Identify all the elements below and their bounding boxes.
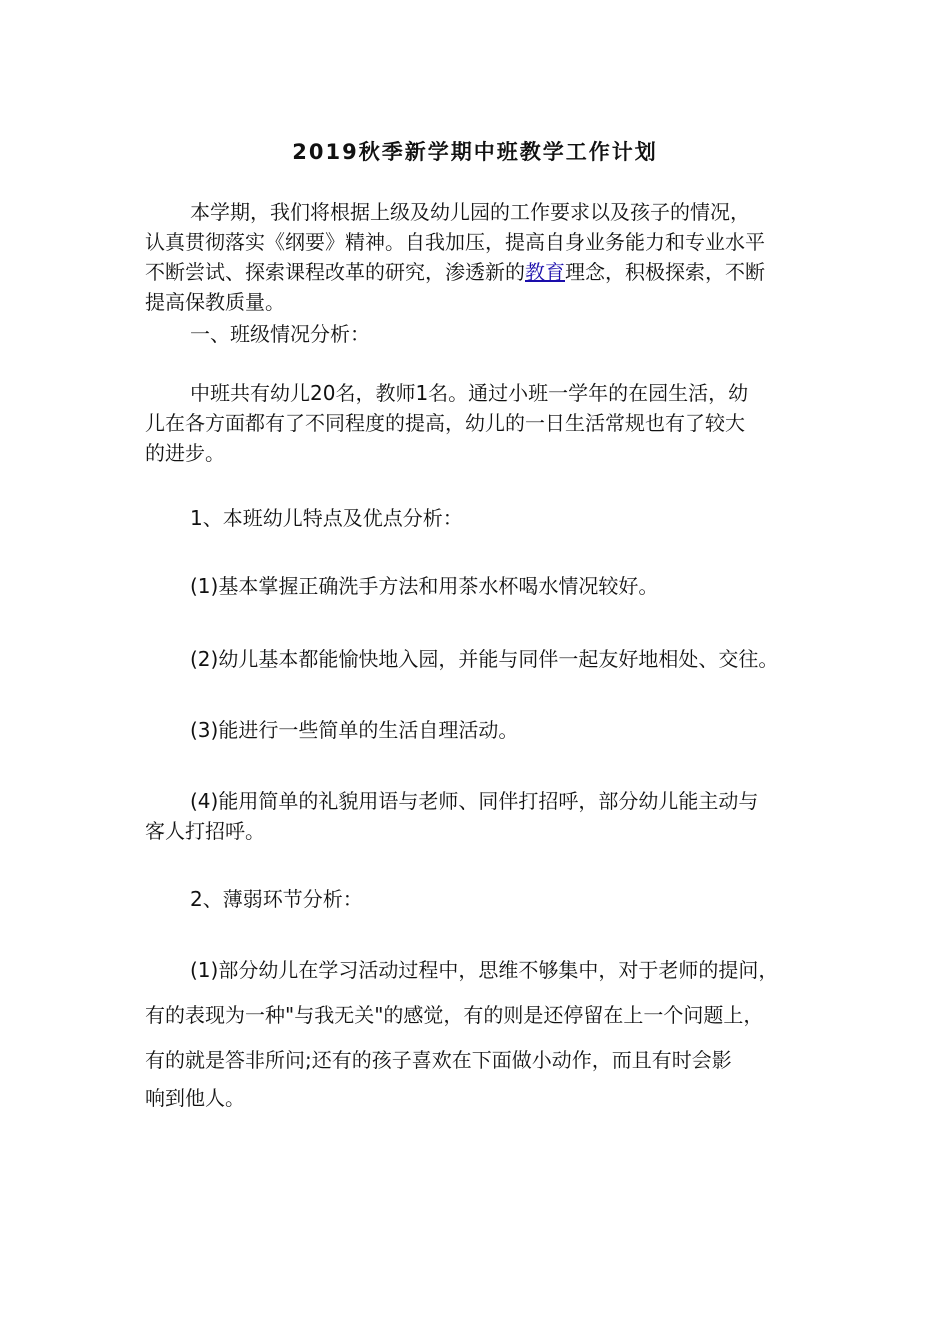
intro-line-2: 认真贯彻落实《纲要》精神。自我加压，提高自身业务能力和专业水平 [145,230,765,254]
strength-item-3 [145,715,820,745]
weakness-line-1: (1)部分幼儿在学习活动过程中，思维不够集中，对于老师的提问， [190,958,779,982]
intro-line-3-before: 不断尝试、探索课程改革的研究，渗透新的 [145,260,525,284]
intro-line-3-after: 理念，积极探索，不断 [565,260,765,284]
weakness-heading [145,884,820,914]
strength-item-3-text: (3)能进行一些简单的生活自理活动。 [190,718,519,742]
document-title: 2019秋季新学期中班教学工作计划 [292,140,658,164]
strength-item-2-text: (2)幼儿基本都能愉快地入园，并能与同伴一起友好地相处、交往。 [190,647,779,671]
strengths-heading [145,503,820,533]
weakness-line-4: 响到他人。 [145,1086,245,1110]
strength-item-4 [145,786,820,846]
intro-line-1: 本学期，我们将根据上级及幼儿园的工作要求以及孩子的情况， [190,200,750,224]
class-summary-line-1: 中班共有幼儿20名，教师1名。通过小班一学年的在园生活，幼 [190,381,749,405]
class-summary-paragraph [145,378,820,468]
strength-item-4-line-1: (4)能用简单的礼貌用语与老师、同伴打招呼，部分幼儿能主动与 [190,789,759,813]
intro-line-3 [145,257,820,287]
intro-line-4: 提高保教质量。 [145,290,285,314]
weakness-line-3: 有的就是答非所问;还有的孩子喜欢在下面做小动作，而且有时会影 [145,1048,732,1072]
weakness-paragraph [145,948,820,1113]
strengths-heading-text: 1、本班幼儿特点及优点分析： [190,506,463,530]
strength-item-1-text: (1)基本掌握正确洗手方法和用茶水杯喝水情况较好。 [190,574,659,598]
weakness-heading-text: 2、薄弱环节分析： [190,887,363,911]
strength-item-1 [145,571,820,601]
section-heading-text: 一、班级情况分析： [190,322,370,346]
strength-item-4-line-2: 客人打招呼。 [145,819,265,843]
education-link[interactable]: 教育 [525,260,565,284]
class-summary-line-2: 儿在各方面都有了不同程度的提高，幼儿的一日生活常规也有了较大 [145,411,745,435]
section-heading-class-analysis [145,319,820,349]
weakness-line-2: 有的表现为一种"与我无关"的感觉，有的则是还停留在上一个问题上， [145,1003,764,1027]
class-summary-line-3: 的进步。 [145,441,225,465]
strength-item-2 [145,644,820,674]
intro-paragraph [145,197,820,317]
